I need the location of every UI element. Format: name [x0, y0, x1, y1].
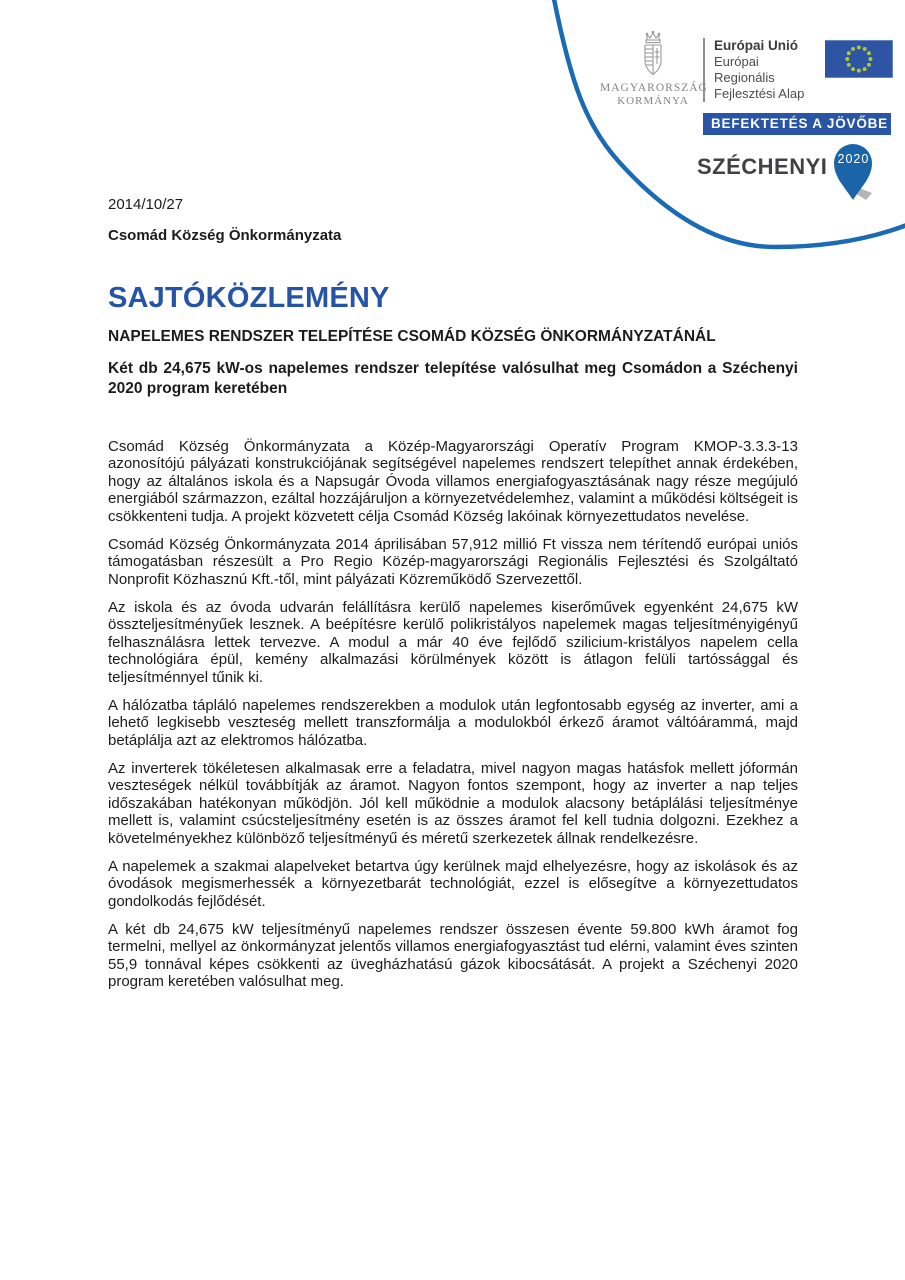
press-release-title: SAJTÓKÖZLEMÉNY: [108, 282, 390, 314]
body-paragraph-7: A két db 24,675 kW teljesítményű napelemes rendszer összesen évente 59.800 kWh áramot fog termelni, mellyel az önkormányzat jelentős villamos energiafogyasztást tud elérni, valamint éves szinten 55,9 tonnával képes csökkenti az üvegházhatású gázok kibocsátását. A projekt a Széchenyi 2020 program keretében valósulhat meg.: [108, 920, 798, 991]
government-logo-line2: KORMÁNYA: [617, 95, 689, 107]
body-paragraph-5: Az inverterek tökéletesen alkalmasak erre a feladatra, mivel nagyon magas hatásfok mellett jóformán veszteségek nélkül továbbítják az áramot. Nagyon fontos szempont, hogy az inverter a nap teljes időszakában hatékonyan működjön. Jól kell működnie a modulok alacsony betáplálási teljesítménye mellett is, valamint csúcsteljesítmény esetén is az összes áramot fel kell tudnia dolgozni. Ezekhez a követelményekhez különböző teljesítményű és méretű szerkezetek állnak rendelkezésre.: [108, 759, 798, 847]
release-lead: Két db 24,675 kW-os napelemes rendszer telepítése valósulhat meg Csomádon a Széchenyi 2020 program keretében: [108, 359, 798, 397]
hungary-government-logo: [600, 30, 706, 108]
investment-banner: BEFEKTETÉS A JÖVŐBE: [703, 113, 891, 135]
press-release-content: [108, 197, 798, 1001]
eu-logo-block: [703, 38, 893, 135]
release-date: 2014/10/27: [108, 196, 184, 213]
government-logo-line1: MAGYARORSZÁG: [600, 82, 708, 94]
body-paragraph-6: A napelemek a szakmai alapelveket betartva úgy kerülnek majd elhelyezésre, hogy az iskolások és az óvodások megismerhessék a környezetbarát technológiát, ezzel is elősegítve a környezettudatos gondolkodás fejlődését.: [108, 857, 798, 910]
release-subtitle: NAPELEMES RENDSZER TELEPÍTÉSE CSOMÁD KÖZSÉG ÖNKORMÁNYZATÁNÁL: [108, 328, 716, 345]
eu-label-line2: Európai Regionális: [714, 54, 775, 85]
szechenyi-logo-year: 2020: [837, 152, 870, 166]
hungary-coat-of-arms-icon: [635, 30, 671, 78]
location-pin-icon: [832, 142, 874, 202]
body-paragraph-4: A hálózatba tápláló napelemes rendszerekben a modulok után legfontosabb egység az inverter, ami a lehető legkisebb veszteség mellett transzformálja a modulokból érkező áramot váltóárammá, majd betáplálja azt az elektromos hálózatba.: [108, 696, 798, 749]
body-paragraph-3: Az iskola és az óvoda udvarán felállításra kerülő napelemes kiserőművek egyenként 24,675 kW összteljesítményűek lesznek. A beépítésre kerülő polikristályos napelemek magas teljesítményigényű felhasználásra lettek tervezve. A modul a már 40 éve fejlődő szilicium-kristályos napelem cella technológiára épül, kemény alkalmazási körülmények között is átlagon felüli tartóssággal és teljesítménnyel tűnik ki.: [108, 598, 798, 686]
organization-name: Csomád Község Önkormányzata: [108, 227, 342, 244]
eu-flag-icon: [825, 38, 893, 80]
eu-label-line1: Európai Unió: [714, 38, 798, 53]
body-text: [108, 438, 798, 991]
eu-fund-label: [703, 38, 811, 102]
szechenyi-logo-text: SZÉCHENYI: [697, 154, 828, 179]
szechenyi-2020-logo: [697, 142, 874, 202]
body-paragraph-2: Csomád Község Önkormányzata 2014 áprilisában 57,912 millió Ft vissza nem térítendő európai uniós támogatásban részesült a Pro Regio Közép-magyarországi Regionális Fejlesztési és Szolgáltató Nonprofit Közhasznú Kft.-től, mint pályázati Közreműködő Szervezettől.: [108, 535, 798, 588]
eu-label-line3: Fejlesztési Alap: [714, 86, 805, 101]
body-paragraph-1: Csomád Község Önkormányzata a Közép-Magyarországi Operatív Program KMOP-3.3.3-13 azonosítójú pályázati konstrukciójának segítségével napelemes rendszert telepíthet annak érdekében, hogy az általános iskola és a Napsugár Óvoda villamos energiafogyasztásának nagy része megújuló energiából származzon, ezáltal hozzájáruljon a környezetvédelemhez, valamint a működési költségeit is csökkenteni tudja. A projekt közvetett célja Csomád Község lakóinak környezettudatos nevelése.: [108, 437, 798, 525]
